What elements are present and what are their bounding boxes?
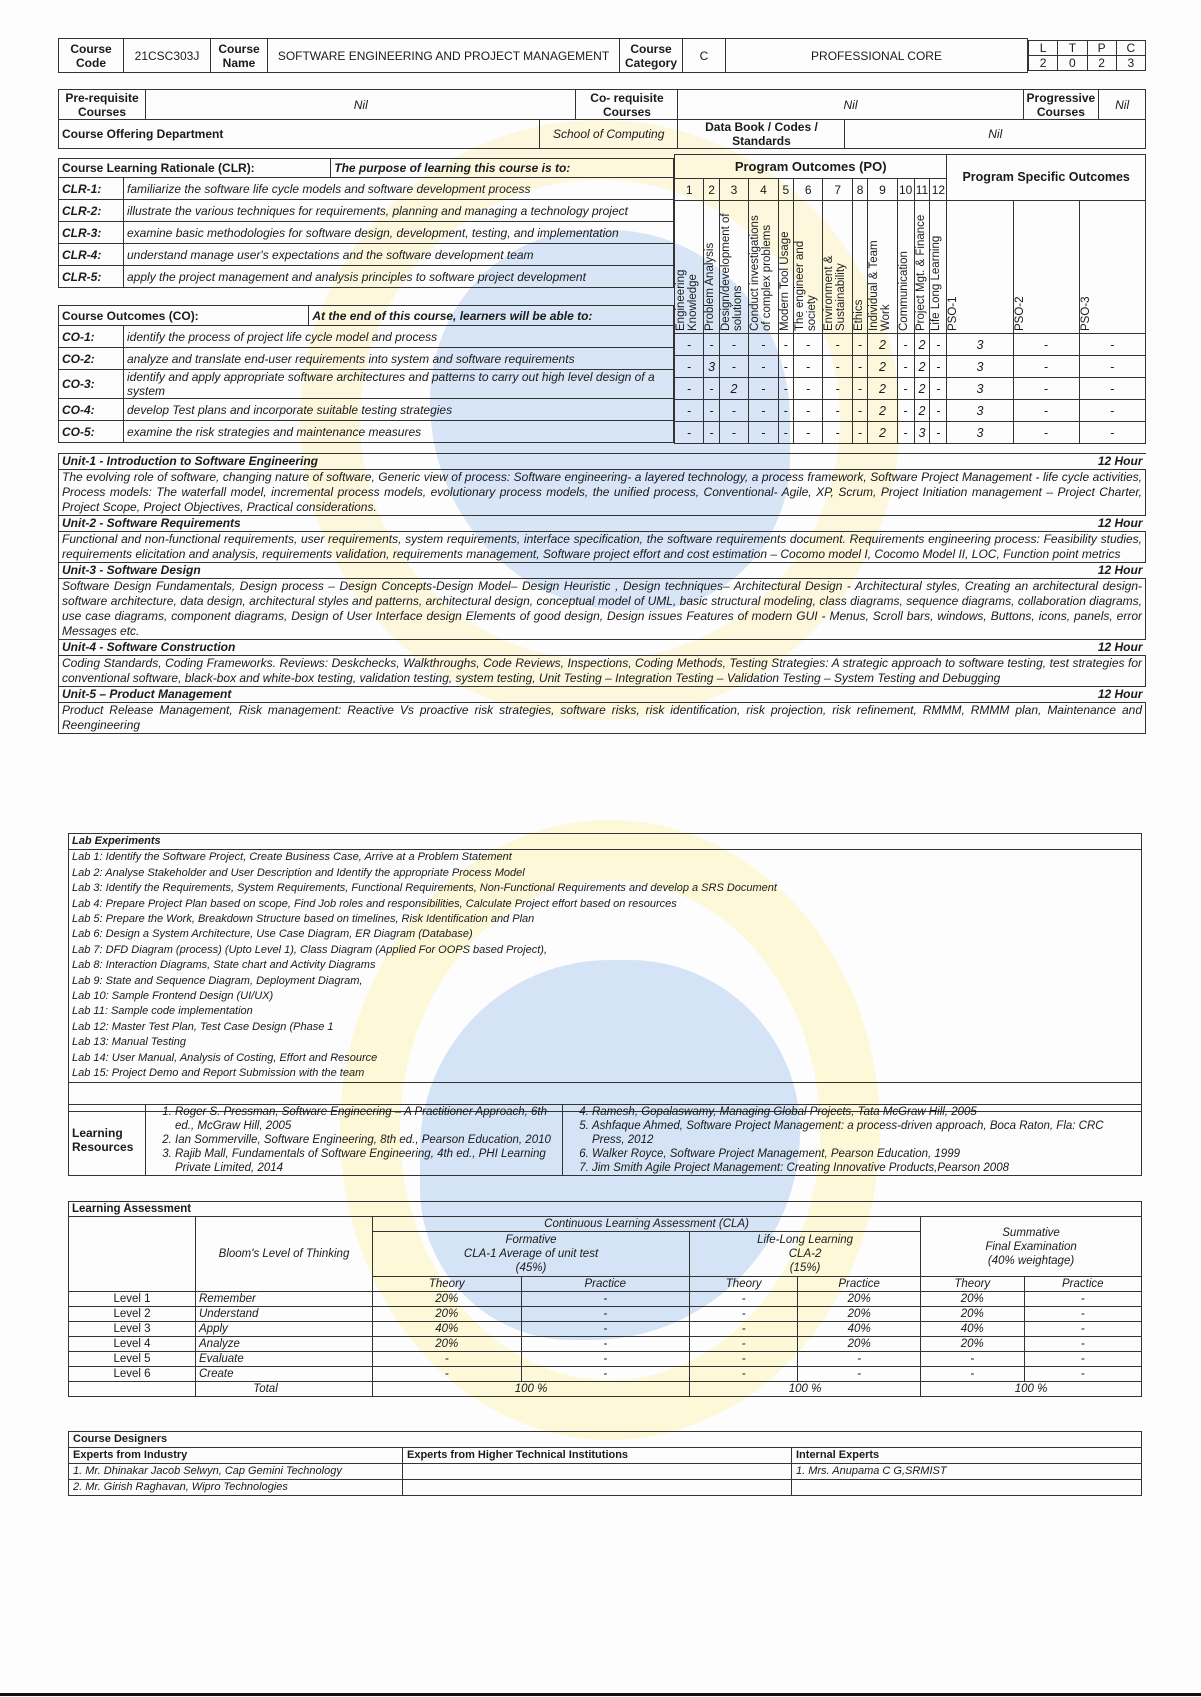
mapping-cell: - bbox=[704, 334, 719, 356]
unit-header bbox=[59, 454, 1146, 470]
course-code: 21CSC303J bbox=[124, 39, 211, 73]
co-text: examine the risk strategies and maintenance measures bbox=[124, 421, 674, 443]
clr-code: CLR-3: bbox=[59, 222, 124, 244]
mapping-cell: - bbox=[778, 334, 793, 356]
assessment-row bbox=[69, 1307, 1142, 1322]
assessment-value: - bbox=[1024, 1367, 1141, 1382]
mapping-cell: 2 bbox=[868, 378, 897, 400]
mapping-cell: - bbox=[1079, 356, 1145, 378]
databook-label: Data Book / Codes / Standards bbox=[678, 120, 845, 149]
mapping-cell: - bbox=[719, 400, 748, 422]
unit-header bbox=[59, 563, 1146, 579]
course-designers bbox=[68, 1431, 1142, 1496]
mapping-cell: 2 bbox=[914, 378, 930, 400]
co-mapping-row bbox=[675, 378, 1146, 400]
mapping-cell: - bbox=[1079, 378, 1145, 400]
mapping-cell: - bbox=[823, 334, 852, 356]
mapping-cell: - bbox=[1013, 422, 1079, 444]
po-name: Ethics bbox=[852, 299, 865, 331]
lab-item: Lab 12: Master Test Plan, Test Case Design (Phase 1 bbox=[69, 1020, 1142, 1035]
mapping-cell: 3 bbox=[947, 400, 1013, 422]
mapping-cell: - bbox=[897, 422, 914, 444]
clr-text: examine basic methodologies for software design, development, testing, and implementation bbox=[124, 222, 674, 244]
mapping-cell: - bbox=[778, 400, 793, 422]
mapping-cell: - bbox=[793, 378, 822, 400]
lll-header: Life-Long Learning CLA-2 (15%) bbox=[690, 1232, 921, 1277]
mapping-cell: - bbox=[930, 378, 947, 400]
mapping-cell: 3 bbox=[947, 334, 1013, 356]
resources-list-left bbox=[149, 1105, 559, 1175]
co-code: CO-1: bbox=[59, 326, 124, 348]
department-label: Course Offering Department bbox=[59, 120, 540, 149]
po-name: Communication bbox=[897, 251, 910, 331]
department-value: School of Computing bbox=[539, 120, 678, 149]
clr-code: CLR-5: bbox=[59, 266, 124, 288]
progressive-label: Progressive Courses bbox=[1023, 90, 1099, 120]
co-table bbox=[58, 305, 674, 443]
lab-item: Lab 2: Analyse Stakeholder and User Description and Identify the appropriate Process Model bbox=[69, 866, 1142, 881]
practice-header: Practice bbox=[1024, 1277, 1141, 1292]
po-name: Life Long Learning bbox=[930, 235, 943, 331]
mapping-cell: - bbox=[823, 400, 852, 422]
mapping-cell: 2 bbox=[868, 422, 897, 444]
po-number: 9 bbox=[868, 179, 897, 201]
assessment-value: 40% bbox=[921, 1322, 1024, 1337]
unit-description: The evolving role of software, changing nature of software, Generic view of process: Software engineering- a layered technology, a process framework, Software Project Management - life cycle activities, Process models: The waterfall model, incremental process models, evolutionary process models, the unified process, Conventional- Agile, XP, Scrum, Project Initiation management – Project Charter, Project Scope, Project Objectives, Practical considerations. bbox=[59, 470, 1146, 516]
mapping-cell: - bbox=[823, 356, 852, 378]
assessment-value: - bbox=[798, 1352, 921, 1367]
corequisite-value: Nil bbox=[678, 90, 1023, 120]
course-category: C bbox=[683, 39, 726, 73]
ltpc-label-p: P bbox=[1087, 41, 1116, 56]
co-mapping-row bbox=[675, 334, 1146, 356]
mapping-cell: - bbox=[1079, 400, 1145, 422]
resource-item: 2. Ian Sommerville, Software Engineering, 8th ed., Pearson Education, 2010 bbox=[175, 1133, 559, 1147]
course-code-label: Course Code bbox=[59, 39, 124, 73]
total-lll: 100 % bbox=[690, 1382, 921, 1397]
assessment-value: 20% bbox=[798, 1292, 921, 1307]
ltpc-value-t: 0 bbox=[1058, 56, 1087, 71]
assessment-value: 20% bbox=[373, 1307, 522, 1322]
resources-label: Learning Resources bbox=[69, 1105, 146, 1176]
co-po-mapping bbox=[675, 334, 1146, 444]
assessment-value: 20% bbox=[921, 1307, 1024, 1322]
unit-hours: 12 Hour bbox=[1097, 563, 1143, 577]
unit-title: Unit-4 - Software Construction bbox=[62, 640, 236, 654]
ltpc-label-l: L bbox=[1029, 41, 1058, 56]
mapping-cell: - bbox=[793, 356, 822, 378]
mapping-cell: 2 bbox=[868, 356, 897, 378]
assessment-value: 20% bbox=[921, 1292, 1024, 1307]
unit-header bbox=[59, 516, 1146, 532]
theory-header: Theory bbox=[921, 1277, 1024, 1292]
assessment-value: - bbox=[690, 1322, 798, 1337]
po-number: 1 bbox=[675, 179, 704, 201]
clr-subtitle: The purpose of learning this course is to: bbox=[331, 159, 674, 178]
ltpc-value-c: 3 bbox=[1116, 56, 1145, 71]
mapping-cell: 2 bbox=[868, 334, 897, 356]
clr-text: apply the project management and analysis principles to software project development bbox=[124, 266, 674, 288]
mapping-cell: - bbox=[897, 378, 914, 400]
databook-value: Nil bbox=[845, 120, 1146, 149]
industry-expert: 1. Mr. Dhinakar Jacob Selwyn, Cap Gemini Technology bbox=[69, 1464, 403, 1480]
lab-item: Lab 7: DFD Diagram (process) (Upto Level 1), Class Diagram (Applied For OOPS based Project), bbox=[69, 943, 1142, 958]
lab-item: Lab 11: Sample code implementation bbox=[69, 1004, 1142, 1019]
level-label: Level 3 bbox=[69, 1322, 196, 1337]
ltpc-table bbox=[1028, 40, 1146, 71]
resource-item: 4. Ramesh, Gopalaswamy, Managing Global Projects, Tata McGraw Hill, 2005 bbox=[592, 1105, 1138, 1119]
po-number: 2 bbox=[704, 179, 719, 201]
po-name: PSO-3 bbox=[1079, 296, 1092, 331]
mapping-cell: - bbox=[793, 400, 822, 422]
assessment-value: - bbox=[373, 1352, 522, 1367]
practice-header: Practice bbox=[798, 1277, 921, 1292]
mapping-cell: - bbox=[793, 334, 822, 356]
assessment-value: - bbox=[1024, 1322, 1141, 1337]
po-number: 8 bbox=[852, 179, 867, 201]
mapping-cell: - bbox=[930, 334, 947, 356]
clr-code: CLR-4: bbox=[59, 244, 124, 266]
mapping-cell: - bbox=[1079, 422, 1145, 444]
assessment-value: - bbox=[1024, 1337, 1141, 1352]
assessment-row bbox=[69, 1352, 1142, 1367]
po-name: Modern Tool Usage bbox=[778, 231, 791, 331]
unit-title: Unit-1 - Introduction to Software Engineering bbox=[62, 454, 318, 468]
mapping-cell: - bbox=[675, 356, 704, 378]
mapping-cell: - bbox=[1079, 334, 1145, 356]
mapping-cell: - bbox=[719, 422, 748, 444]
mapping-cell: - bbox=[1013, 400, 1079, 422]
mapping-cell: 3 bbox=[947, 356, 1013, 378]
ltpc-value-l: 2 bbox=[1029, 56, 1058, 71]
mapping-cell: - bbox=[852, 334, 867, 356]
lab-item: Lab 6: Design a System Architecture, Use Case Diagram, ER Diagram (Database) bbox=[69, 927, 1142, 942]
formative-header: Formative CLA-1 Average of unit test (45%) bbox=[373, 1232, 690, 1277]
mapping-cell: - bbox=[749, 422, 778, 444]
unit-header bbox=[59, 687, 1146, 703]
assessment-value: 40% bbox=[798, 1322, 921, 1337]
unit-header bbox=[59, 640, 1146, 656]
lab-item: Lab 3: Identify the Requirements, System Requirements, Functional Requirements, Non-Functional Requirements and develop a SRS Document bbox=[69, 881, 1142, 896]
mapping-cell: 2 bbox=[914, 400, 930, 422]
resources-list-right bbox=[566, 1105, 1138, 1175]
pso-title: Program Specific Outcomes bbox=[947, 155, 1146, 201]
unit-hours: 12 Hour bbox=[1097, 454, 1143, 468]
prerequisite-value: Nil bbox=[146, 90, 576, 120]
mapping-cell: - bbox=[749, 378, 778, 400]
mapping-cell: - bbox=[897, 334, 914, 356]
co-code: CO-4: bbox=[59, 399, 124, 421]
level-name: Understand bbox=[196, 1307, 373, 1322]
mapping-cell: 3 bbox=[947, 422, 1013, 444]
mapping-cell: - bbox=[793, 422, 822, 444]
mapping-cell: - bbox=[852, 378, 867, 400]
higher-label: Experts from Higher Technical Institutions bbox=[403, 1448, 792, 1464]
co-subtitle: At the end of this course, learners will be able to: bbox=[309, 306, 674, 326]
cla-label: Continuous Learning Assessment (CLA) bbox=[373, 1217, 921, 1232]
blooms-label: Bloom's Level of Thinking bbox=[196, 1217, 373, 1292]
po-name: Problem Analysis bbox=[704, 242, 717, 331]
corequisite-label: Co- requisite Courses bbox=[576, 90, 678, 120]
assessment-value: - bbox=[521, 1307, 690, 1322]
mapping-cell: - bbox=[704, 378, 719, 400]
unit-title: Unit-3 - Software Design bbox=[62, 563, 201, 577]
level-label: Level 5 bbox=[69, 1352, 196, 1367]
co-title: Course Outcomes (CO): bbox=[59, 306, 309, 326]
assessment-value: - bbox=[521, 1367, 690, 1382]
co-mapping-row bbox=[675, 422, 1146, 444]
assessment-value: - bbox=[690, 1307, 798, 1322]
po-title: Program Outcomes (PO) bbox=[675, 155, 947, 179]
mapping-cell: - bbox=[675, 334, 704, 356]
mapping-cell: - bbox=[675, 422, 704, 444]
po-number: 6 bbox=[793, 179, 822, 201]
mapping-cell: - bbox=[852, 356, 867, 378]
clr-text: understand manage user's expectations and the software development team bbox=[124, 244, 674, 266]
co-mapping-row bbox=[675, 400, 1146, 422]
po-name: Project Mgt. & Finance bbox=[914, 214, 927, 331]
resource-item: 1. Roger S. Pressman, Software Engineering – A Practitioner Approach, 6th ed., McGraw Hill, 2005 bbox=[175, 1105, 559, 1133]
assessment-value: - bbox=[690, 1367, 798, 1382]
assessment-title: Learning Assessment bbox=[69, 1202, 373, 1217]
po-number: 11 bbox=[914, 179, 930, 201]
assessment-value: - bbox=[373, 1367, 522, 1382]
co-mapping-row bbox=[675, 356, 1146, 378]
ltpc-label-c: C bbox=[1116, 41, 1145, 56]
theory-header: Theory bbox=[373, 1277, 522, 1292]
po-name: PSO-1 bbox=[947, 296, 960, 331]
unit-hours: 12 Hour bbox=[1097, 687, 1143, 701]
co-code: CO-5: bbox=[59, 421, 124, 443]
lab-item: Lab 8: Interaction Diagrams, State chart and Activity Diagrams bbox=[69, 958, 1142, 973]
unit-title: Unit-5 – Product Management bbox=[62, 687, 232, 701]
course-name: SOFTWARE ENGINEERING AND PROJECT MANAGEMENT bbox=[268, 39, 620, 73]
resource-item: 6. Walker Royce, Software Project Management, Pearson Education, 1999 bbox=[592, 1147, 1138, 1161]
clr-title: Course Learning Rationale (CLR): bbox=[59, 159, 331, 178]
po-name-row bbox=[675, 201, 1146, 334]
co-code: CO-3: bbox=[59, 370, 124, 399]
mapping-cell: - bbox=[852, 400, 867, 422]
lab-item: Lab 13: Manual Testing bbox=[69, 1035, 1142, 1050]
prerequisite-label: Pre-requisite Courses bbox=[59, 90, 146, 120]
assessment-value: - bbox=[690, 1352, 798, 1367]
mapping-cell: - bbox=[719, 356, 748, 378]
level-label: Level 2 bbox=[69, 1307, 196, 1322]
lab-experiments bbox=[68, 833, 1142, 1112]
assessment-value: - bbox=[1024, 1292, 1141, 1307]
clr-text: familiarize the software life cycle models and software development process bbox=[124, 178, 674, 200]
mapping-cell: 2 bbox=[914, 334, 930, 356]
co-text: develop Test plans and incorporate suitable testing strategies bbox=[124, 399, 674, 421]
mapping-cell: - bbox=[704, 400, 719, 422]
po-number: 3 bbox=[719, 179, 748, 201]
mapping-cell: - bbox=[1013, 356, 1079, 378]
mapping-cell: - bbox=[897, 356, 914, 378]
assessment-value: - bbox=[921, 1352, 1024, 1367]
learning-assessment bbox=[68, 1201, 1142, 1397]
unit-title: Unit-2 - Software Requirements bbox=[62, 516, 241, 530]
lab-item: Lab 4: Prepare Project Plan based on scope, Find Job roles and responsibilities, Calculate Project effort based on resources bbox=[69, 897, 1142, 912]
resource-item: 5. Ashfaque Ahmed, Software Project Management: a process-driven approach, Boca Raton, Fla: CRC Press, 2012 bbox=[592, 1119, 1138, 1147]
mapping-cell: 2 bbox=[868, 400, 897, 422]
assessment-value: 20% bbox=[798, 1337, 921, 1352]
po-number: 12 bbox=[930, 179, 947, 201]
po-name: Individual & Team Work bbox=[868, 240, 893, 331]
assessment-value: 20% bbox=[921, 1337, 1024, 1352]
lab-item: Lab 10: Sample Frontend Design (UI/UX) bbox=[69, 989, 1142, 1004]
mapping-cell: - bbox=[930, 356, 947, 378]
practice-header: Practice bbox=[521, 1277, 690, 1292]
assessment-value: 40% bbox=[373, 1322, 522, 1337]
po-name: The engineer and society bbox=[793, 240, 818, 331]
level-label: Level 4 bbox=[69, 1337, 196, 1352]
mapping-cell: - bbox=[1013, 334, 1079, 356]
assessment-row bbox=[69, 1292, 1142, 1307]
assessment-value: - bbox=[521, 1292, 690, 1307]
industry-expert: 2. Mr. Girish Raghavan, Wipro Technologies bbox=[69, 1480, 403, 1496]
mapping-cell: - bbox=[778, 422, 793, 444]
lab-item: Lab 1: Identify the Software Project, Create Business Case, Arrive at a Problem Statement bbox=[69, 850, 1142, 866]
mapping-cell: - bbox=[930, 422, 947, 444]
level-name: Apply bbox=[196, 1322, 373, 1337]
assessment-value: - bbox=[921, 1367, 1024, 1382]
co-text: identify the process of project life cycle model and process bbox=[124, 326, 674, 348]
po-name: Conduct investigations of complex problems bbox=[749, 215, 774, 331]
mapping-cell: - bbox=[675, 378, 704, 400]
po-name: Engineering Knowledge bbox=[675, 269, 699, 331]
mapping-cell: - bbox=[749, 400, 778, 422]
mapping-cell: - bbox=[719, 334, 748, 356]
internal-label: Internal Experts bbox=[792, 1448, 1142, 1464]
mapping-cell: - bbox=[852, 422, 867, 444]
mapping-cell: - bbox=[897, 400, 914, 422]
assessment-value: - bbox=[690, 1337, 798, 1352]
level-label: Level 1 bbox=[69, 1292, 196, 1307]
mapping-cell: - bbox=[778, 356, 793, 378]
mapping-cell: - bbox=[823, 422, 852, 444]
unit-hours: 12 Hour bbox=[1097, 516, 1143, 530]
theory-header: Theory bbox=[690, 1277, 798, 1292]
unit-description: Software Design Fundamentals, Design process – Design Concepts-Design Model– Design Heuristic , Design techniques– Architectural Design - Architectural styles, Creating an architectural design- software architecture, data design, architectural styles and patterns, architectural design, conceptual model of UML, basic structural modeling, class diagrams, sequence diagrams, collaboration diagrams, use case diagrams, component diagrams, Design of User Interface design Elements of good design, Design issues Features of modern GUI - Menus, Scroll bars, windows, Buttons, icons, panels, error Messages etc. bbox=[59, 579, 1146, 640]
mapping-cell: 3 bbox=[914, 422, 930, 444]
lab-item: Lab 9: State and Sequence Diagram, Deployment Diagram, bbox=[69, 974, 1142, 989]
course-category-label: Course Category bbox=[620, 39, 683, 73]
co-text: identify and apply appropriate software architectures and patterns to carry out high level design of a system bbox=[124, 370, 674, 399]
total-formative: 100 % bbox=[373, 1382, 690, 1397]
assessment-value: - bbox=[521, 1337, 690, 1352]
ltpc-label-t: T bbox=[1058, 41, 1087, 56]
assessment-value: - bbox=[798, 1367, 921, 1382]
ltpc-value-p: 2 bbox=[1087, 56, 1116, 71]
assessment-value: - bbox=[1024, 1307, 1141, 1322]
po-name: Environment & Sustainability bbox=[823, 255, 848, 331]
lab-item: Lab 5: Prepare the Work, Breakdown Structure based on timelines, Risk Identification and Plan bbox=[69, 912, 1142, 927]
course-name-label: Course Name bbox=[211, 39, 268, 73]
assessment-value: - bbox=[690, 1292, 798, 1307]
mapping-cell: - bbox=[704, 422, 719, 444]
clr-table bbox=[58, 158, 674, 288]
mapping-cell: - bbox=[675, 400, 704, 422]
mapping-cell: - bbox=[749, 334, 778, 356]
learning-resources bbox=[68, 1104, 1142, 1176]
po-name: PSO-2 bbox=[1013, 296, 1026, 331]
assessment-value: 20% bbox=[373, 1292, 522, 1307]
mapping-cell: - bbox=[778, 378, 793, 400]
unit-hours: 12 Hour bbox=[1097, 640, 1143, 654]
course-header bbox=[58, 38, 1146, 73]
resource-item: 7. Jim Smith Agile Project Management: Creating Innovative Products,Pearson 2008 bbox=[592, 1161, 1138, 1175]
level-name: Analyze bbox=[196, 1337, 373, 1352]
category-name: PROFESSIONAL CORE bbox=[726, 39, 1028, 73]
assessment-value: - bbox=[521, 1322, 690, 1337]
mapping-cell: - bbox=[930, 400, 947, 422]
po-number: 7 bbox=[823, 179, 852, 201]
program-outcomes-table bbox=[674, 154, 1146, 444]
clr-text: illustrate the various techniques for requirements, planning and managing a technology project bbox=[124, 200, 674, 222]
mapping-cell: 2 bbox=[914, 356, 930, 378]
level-name: Remember bbox=[196, 1292, 373, 1307]
mapping-cell: 3 bbox=[704, 356, 719, 378]
assessment-row bbox=[69, 1337, 1142, 1352]
summative-header: Summative Final Examination (40% weightage) bbox=[921, 1217, 1142, 1277]
assessment-value: - bbox=[1024, 1352, 1141, 1367]
level-label: Level 6 bbox=[69, 1367, 196, 1382]
page-bottom-border bbox=[0, 1693, 1201, 1696]
assessment-value: 20% bbox=[373, 1337, 522, 1352]
mapping-cell: - bbox=[1013, 378, 1079, 400]
lab-title: Lab Experiments bbox=[69, 834, 1142, 850]
clr-code: CLR-2: bbox=[59, 200, 124, 222]
industry-label: Experts from Industry bbox=[69, 1448, 403, 1464]
po-number: 10 bbox=[897, 179, 914, 201]
progressive-value: Nil bbox=[1099, 90, 1146, 120]
total-summative: 100 % bbox=[921, 1382, 1142, 1397]
assessment-row bbox=[69, 1322, 1142, 1337]
po-number: 5 bbox=[778, 179, 793, 201]
assessment-row bbox=[69, 1367, 1142, 1382]
assessment-value: 20% bbox=[798, 1307, 921, 1322]
prerequisite-table bbox=[58, 89, 1146, 149]
unit-description: Functional and non-functional requirements, user requirements, system requirements, interface specification, the software requirements document. Requirements engineering process: Feasibility studies, requirements elicitation and analysis, requirements validation, requirements management, Software project effort and cost estimation – Cocomo model I, Cocomo Model II, LOC, Function point metrics bbox=[59, 532, 1146, 563]
unit-description: Product Release Management, Risk management: Reactive Vs proactive risk strategies, software risks, risk identification, risk projection, risk refinement, RMMM, RMMM plan, Maintenance and Reengineering bbox=[59, 703, 1146, 734]
level-name: Evaluate bbox=[196, 1352, 373, 1367]
mapping-cell: 3 bbox=[947, 378, 1013, 400]
co-code: CO-2: bbox=[59, 348, 124, 370]
lab-item: Lab 15: Project Demo and Report Submission with the team bbox=[69, 1066, 1142, 1082]
lab-item: Lab 14: User Manual, Analysis of Costing, Effort and Resource bbox=[69, 1051, 1142, 1066]
level-name: Create bbox=[196, 1367, 373, 1382]
units-table bbox=[58, 453, 1146, 734]
assessment-value: - bbox=[521, 1352, 690, 1367]
co-text: analyze and translate end-user requirements into system and software requirements bbox=[124, 348, 674, 370]
mapping-cell: - bbox=[823, 378, 852, 400]
mapping-cell: 2 bbox=[719, 378, 748, 400]
po-name: Design/development of solutions bbox=[719, 213, 744, 331]
designers-title: Course Designers bbox=[69, 1432, 1142, 1448]
unit-description: Coding Standards, Coding Frameworks. Reviews: Deskchecks, Walkthroughs, Code Reviews, Inspections, Coding Methods, Testing Strategies: A strategic approach to software testing, test strategies for conventional software, black-box and white-box testing, validation testing, system testing, Unit Testing – Integration Testing – Validation Testing – System Testing and Debugging bbox=[59, 656, 1146, 687]
po-number: 4 bbox=[749, 179, 778, 201]
internal-expert: 1. Mrs. Anupama C G,SRMIST bbox=[792, 1464, 1142, 1480]
resource-item: 3. Rajib Mall, Fundamentals of Software Engineering, 4th ed., PHI Learning Private Limited, 2014 bbox=[175, 1147, 559, 1175]
mapping-cell: - bbox=[749, 356, 778, 378]
total-label: Total bbox=[196, 1382, 373, 1397]
clr-code: CLR-1: bbox=[59, 178, 124, 200]
